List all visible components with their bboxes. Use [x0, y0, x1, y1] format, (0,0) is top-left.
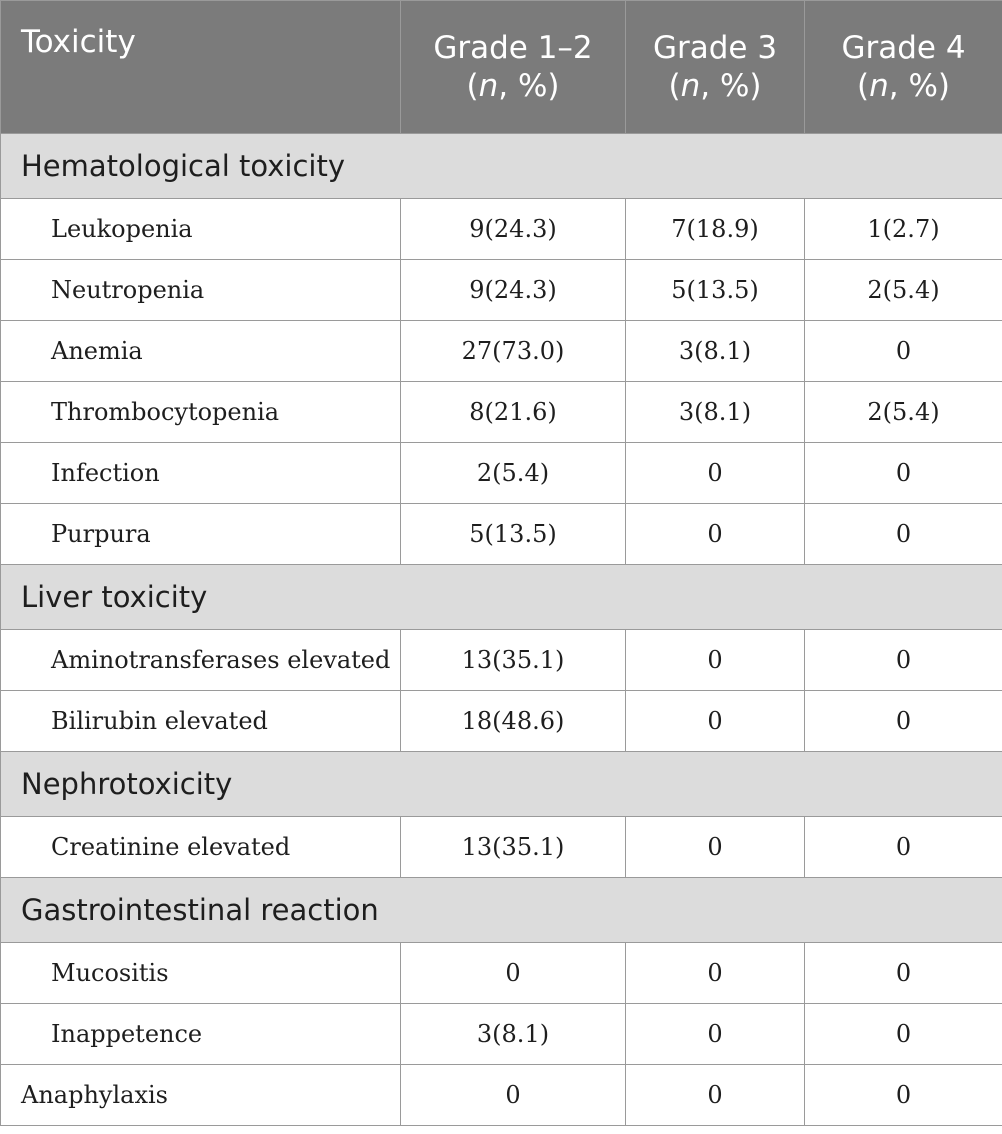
row-label: Mucositis — [1, 943, 401, 1004]
cell-grade-3: 0 — [626, 630, 805, 691]
header-grade-3-suffix: , %) — [700, 68, 762, 104]
section-title: Nephrotoxicity — [1, 752, 1002, 817]
table-row — [1, 1004, 1002, 1065]
header-grade-1-2-n: n — [478, 68, 499, 104]
cell-grade-4: 0 — [805, 817, 1002, 878]
cell-grade-4: 0 — [805, 1065, 1002, 1126]
row-label: Anaphylaxis — [1, 1065, 401, 1126]
cell-grade-3: 0 — [626, 1065, 805, 1126]
header-grade-4-suffix: , %) — [888, 68, 951, 104]
row-label: Leukopenia — [1, 199, 401, 260]
header-grade-1-2-suffix: , %) — [498, 68, 560, 104]
cell-grade-4: 0 — [805, 943, 1002, 1004]
cell-grade-1-2: 0 — [401, 943, 626, 1004]
header-grade-3-title: Grade 3 — [652, 30, 778, 66]
cell-grade-1-2: 2(5.4) — [401, 443, 626, 504]
cell-grade-1-2: 13(35.1) — [401, 817, 626, 878]
row-label: Purpura — [1, 504, 401, 565]
cell-grade-4: 2(5.4) — [805, 382, 1002, 443]
cell-grade-4: 2(5.4) — [805, 260, 1002, 321]
section-title: Liver toxicity — [1, 565, 1002, 630]
cell-grade-1-2: 9(24.3) — [401, 199, 626, 260]
cell-grade-4: 1(2.7) — [805, 199, 1002, 260]
cell-grade-3: 0 — [626, 943, 805, 1004]
header-grade-3: Grade 3 (n, %) — [626, 1, 805, 134]
cell-grade-4: 0 — [805, 630, 1002, 691]
section-title: Gastrointestinal reaction — [1, 878, 1002, 943]
header-grade-1-2: Grade 1–2 (n, %) — [401, 1, 626, 134]
cell-grade-3: 3(8.1) — [626, 382, 805, 443]
table-row — [1, 260, 1002, 321]
section-row-nephrotoxicity — [1, 752, 1002, 817]
cell-grade-3: 7(18.9) — [626, 199, 805, 260]
header-grade-3-n: n — [680, 68, 701, 104]
cell-grade-3: 0 — [626, 691, 805, 752]
cell-grade-4: 0 — [805, 321, 1002, 382]
cell-grade-1-2: 27(73.0) — [401, 321, 626, 382]
cell-grade-4: 0 — [805, 504, 1002, 565]
section-row-gastrointestinal — [1, 878, 1002, 943]
cell-grade-1-2: 9(24.3) — [401, 260, 626, 321]
section-row-liver — [1, 565, 1002, 630]
table-row — [1, 504, 1002, 565]
cell-grade-1-2: 5(13.5) — [401, 504, 626, 565]
table-row — [1, 321, 1002, 382]
cell-grade-3: 0 — [626, 1004, 805, 1065]
row-label: Infection — [1, 443, 401, 504]
row-label: Bilirubin elevated — [1, 691, 401, 752]
cell-grade-3: 5(13.5) — [626, 260, 805, 321]
cell-grade-1-2: 13(35.1) — [401, 630, 626, 691]
header-toxicity: Toxicity — [1, 1, 401, 134]
section-title: Hematological toxicity — [1, 134, 1002, 199]
cell-grade-1-2: 18(48.6) — [401, 691, 626, 752]
cell-grade-1-2: 8(21.6) — [401, 382, 626, 443]
table-row — [1, 382, 1002, 443]
cell-grade-1-2: 3(8.1) — [401, 1004, 626, 1065]
table-row — [1, 443, 1002, 504]
row-label: Thrombocytopenia — [1, 382, 401, 443]
table-row — [1, 199, 1002, 260]
table-row — [1, 630, 1002, 691]
cell-grade-1-2: 0 — [401, 1065, 626, 1126]
table-row — [1, 943, 1002, 1004]
row-label: Creatinine elevated — [1, 817, 401, 878]
cell-grade-4: 0 — [805, 1004, 1002, 1065]
cell-grade-3: 0 — [626, 443, 805, 504]
row-label: Aminotransferases elevated — [1, 630, 401, 691]
cell-grade-3: 0 — [626, 817, 805, 878]
header-grade-4: Grade 4 (n, %) — [805, 1, 1002, 134]
section-row-hematological — [1, 134, 1002, 199]
table-row-anaphylaxis — [1, 1065, 1002, 1126]
header-row — [1, 1, 1002, 134]
header-grade-4-title: Grade 4 — [841, 30, 966, 66]
table-row — [1, 691, 1002, 752]
cell-grade-3: 0 — [626, 504, 805, 565]
header-grade-4-n: n — [869, 68, 889, 104]
cell-grade-4: 0 — [805, 691, 1002, 752]
row-label: Anemia — [1, 321, 401, 382]
table-row — [1, 817, 1002, 878]
row-label: Neutropenia — [1, 260, 401, 321]
cell-grade-3: 3(8.1) — [626, 321, 805, 382]
cell-grade-4: 0 — [805, 443, 1002, 504]
header-grade-1-2-title: Grade 1–2 — [433, 30, 593, 66]
row-label: Inappetence — [1, 1004, 401, 1065]
